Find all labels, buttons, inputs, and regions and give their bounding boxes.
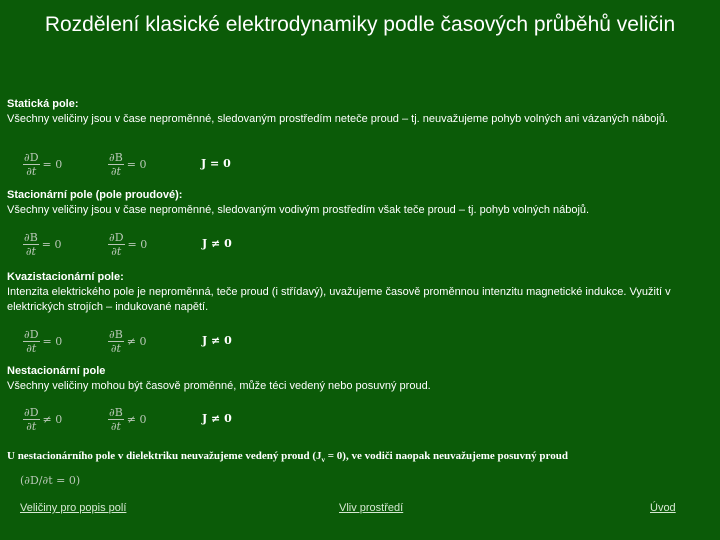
note-text-after: = 0), ve vodiči naopak neuvažujeme posuvný proud xyxy=(325,450,568,462)
current-density-relation: J ≠ 0 xyxy=(202,237,232,250)
formula-numerator: ∂B xyxy=(109,406,123,419)
note-text-before: U nestacionárního pole v dielektriku neuvažujeme vedený proud (J xyxy=(7,450,322,462)
formula-row-nonstationary xyxy=(0,406,720,434)
formula-relation: = 0 xyxy=(42,158,63,171)
section-heading: Statická pole: xyxy=(7,98,79,110)
formula-dD-dt xyxy=(23,328,62,355)
formula-numerator: ∂D xyxy=(24,151,39,164)
formula-denominator: ∂t xyxy=(111,245,122,258)
formula-relation: = 0 xyxy=(42,335,63,348)
section-text: Intenzita elektrického pole je neproměnná, teče proud (i střídavý), uvažujeme časově proměnnou intenzitu magnetické indukce. Využití v elektrických strojích – indukované napětí. xyxy=(7,286,671,313)
formula-numerator: ∂D xyxy=(24,328,39,341)
formula-row-stationary xyxy=(0,231,720,259)
nonstationary-note xyxy=(7,450,568,464)
formula-relation: = 0 xyxy=(41,238,62,251)
formula-dB-dt xyxy=(108,406,147,433)
current-density-relation: J = 0 xyxy=(201,157,231,170)
current-density-relation: J ≠ 0 xyxy=(202,412,232,425)
formula-numerator: ∂B xyxy=(109,328,123,341)
section-text: Všechny veličiny jsou v čase neproměnné, sledovaným vodivým prostředím však teče proud – tj. pohyb volných nábojů. xyxy=(7,204,590,216)
section-stationary xyxy=(7,188,713,218)
formula-dD-dt xyxy=(108,231,147,258)
formula-denominator: ∂t xyxy=(110,342,121,355)
formula-denominator: ∂t xyxy=(110,420,121,433)
section-text: Všechny veličiny mohou být časově proměnné, může téci vedený nebo posuvný proud. xyxy=(7,380,431,392)
formula-relation: ≠ 0 xyxy=(42,413,63,426)
link-environment[interactable]: Vliv prostředí xyxy=(339,502,404,514)
formula-relation: ≠ 0 xyxy=(126,335,147,348)
formula-row-quasistationary xyxy=(0,328,720,356)
formula-denominator: ∂t xyxy=(25,245,36,258)
note-subscript: v xyxy=(321,456,326,465)
formula-dD-dt xyxy=(23,406,62,433)
formula-dD-dt xyxy=(23,151,62,178)
formula-denominator: ∂t xyxy=(26,342,37,355)
formula-row-static xyxy=(0,151,720,179)
formula-numerator: ∂D xyxy=(24,406,39,419)
link-quantities[interactable]: Veličiny pro popis polí xyxy=(20,502,127,514)
section-quasistationary xyxy=(7,270,713,315)
formula-relation: = 0 xyxy=(127,238,148,251)
formula-dB-dt xyxy=(23,231,62,258)
formula-relation: ≠ 0 xyxy=(126,413,147,426)
formula-denominator: ∂t xyxy=(110,165,121,178)
section-heading: Nestacionární pole xyxy=(7,365,106,377)
link-intro[interactable]: Úvod xyxy=(650,502,676,514)
formula-denominator: ∂t xyxy=(26,165,37,178)
note-formula: (∂D/∂t = 0) xyxy=(20,474,81,487)
section-heading: Kvazistacionární pole: xyxy=(7,271,124,283)
formula-relation: = 0 xyxy=(126,158,147,171)
section-nonstationary xyxy=(7,364,713,394)
section-static xyxy=(7,97,713,127)
formula-dB-dt xyxy=(108,151,147,178)
section-text: Všechny veličiny jsou v čase neproměnné, sledovaným prostředím neteče proud – tj. neuvažujeme pohyb volných ani vázaných nábojů. xyxy=(7,113,668,125)
formula-numerator: ∂B xyxy=(109,151,123,164)
page-title: Rozdělení klasické elektrodynamiky podle časových průběhů veličin xyxy=(44,13,676,36)
formula-numerator: ∂B xyxy=(24,231,38,244)
section-heading: Stacionární pole (pole proudové): xyxy=(7,189,183,201)
formula-denominator: ∂t xyxy=(26,420,37,433)
formula-dB-dt xyxy=(108,328,147,355)
current-density-relation: J ≠ 0 xyxy=(202,334,232,347)
formula-numerator: ∂D xyxy=(109,231,124,244)
